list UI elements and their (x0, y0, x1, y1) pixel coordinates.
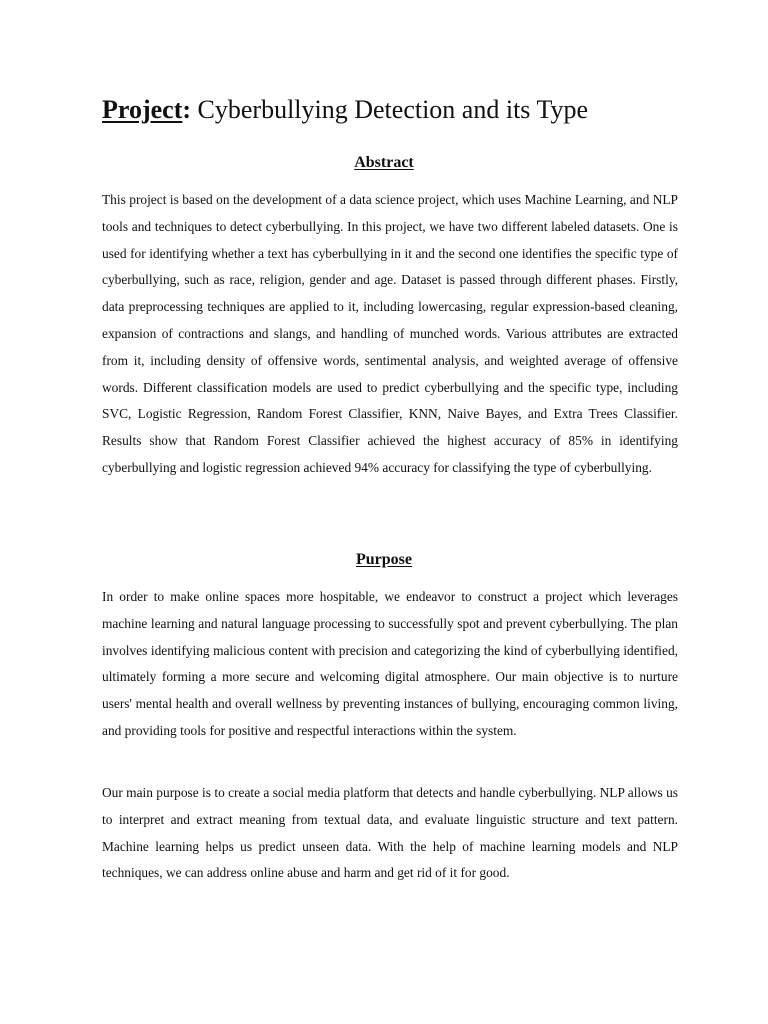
purpose-heading: Purpose (356, 551, 412, 568)
purpose-paragraph-2: Our main purpose is to create a social media platform that detects and handle cyberbullying. NLP allows us to interpret and extract meaning from textual data, and evaluate linguistic structure and text pattern. Machine learning helps us predict unseen data. With the help of machine learning models and NLP techniques, we can address online abuse and harm and get rid of it for good. (102, 785, 678, 881)
title-label: Project (102, 95, 183, 124)
abstract-heading: Abstract (354, 154, 414, 171)
document-title (102, 93, 588, 127)
title-text: Cyberbullying Detection and its Type (191, 95, 589, 124)
title-colon: : (182, 95, 192, 124)
abstract-paragraph: This project is based on the development of a data science project, which uses Machine Learning, and NLP tools and techniques to detect cyberbullying. In this project, we have two different labeled datasets. One is used for identifying whether a text has cyberbullying in it and the second one identifies the specific type of cyberbullying, such as race, religion, gender and age. Dataset is passed through different phases. Firstly, data preprocessing techniques are applied to it, including lowercasing, regular expression-based cleaning, expansion of contractions and slangs, and handling of munched words. Various attributes are extracted from it, including density of offensive words, sentimental analysis, and weighted average of offensive words. Different classification models are used to predict cyberbullying and the specific type, including SVC, Logistic Regression, Random Forest Classifier, KNN, Naive Bayes, and Extra Trees Classifier. Results show that Random Forest Classifier achieved the highest accuracy of 85% in identifying cyberbullying and logistic regression achieved 94% accuracy for classifying the type of cyberbullying. (102, 192, 678, 475)
purpose-paragraph-1: In order to make online spaces more hospitable, we endeavor to construct a project which leverages machine learning and natural language processing to successfully spot and prevent cyberbullying. The plan involves identifying malicious content with precision and categorizing the kind of cyberbullying identified, ultimately forming a more secure and welcoming digital atmosphere. Our main objective is to nurture users' mental health and overall wellness by preventing instances of bullying, encouraging common living, and providing tools for positive and respectful interactions within the system. (102, 589, 678, 738)
